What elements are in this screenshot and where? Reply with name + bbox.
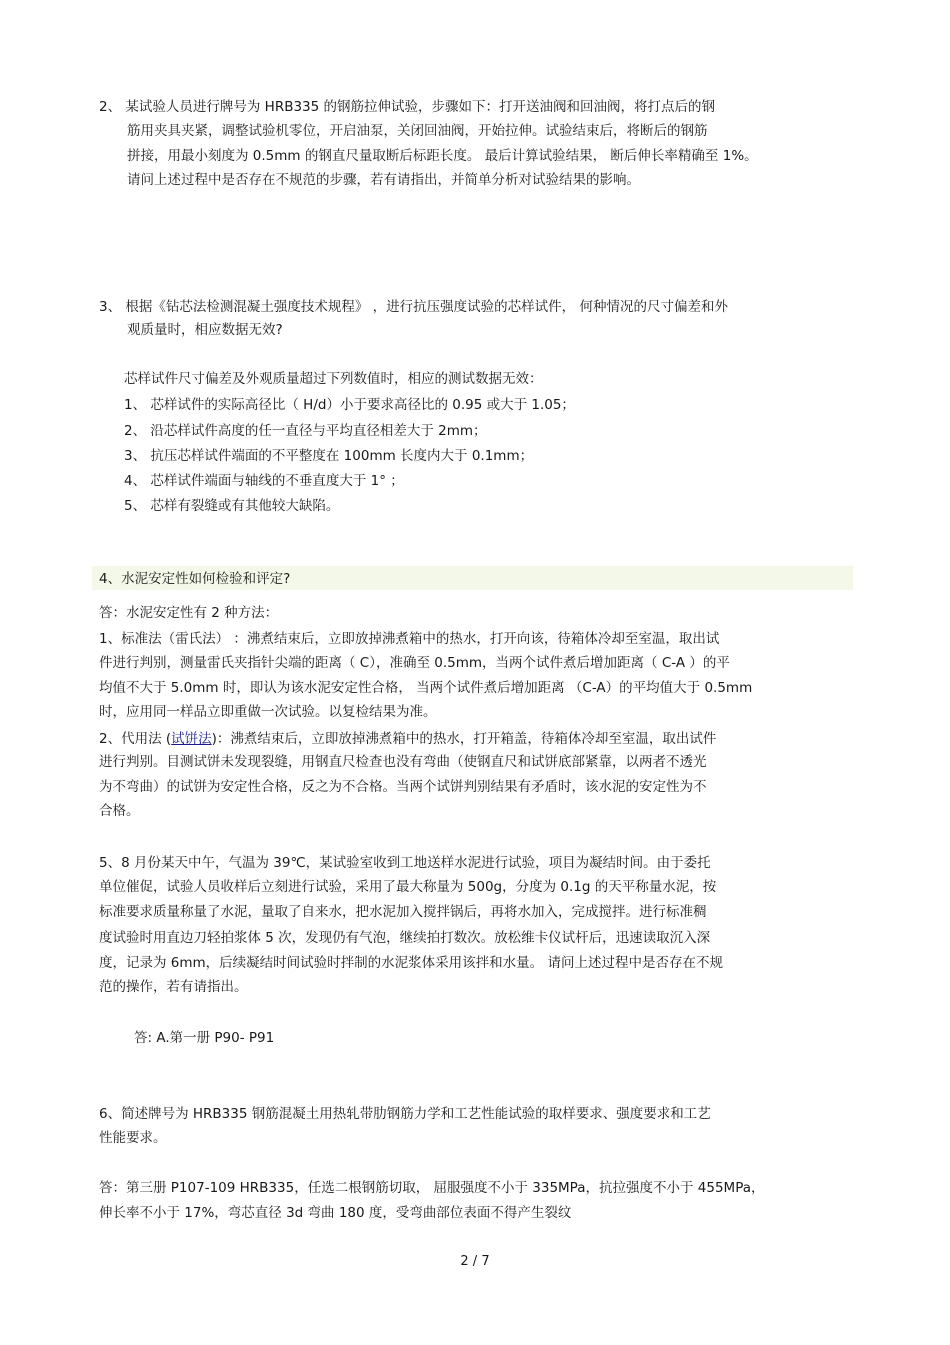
q3-answer-intro: 芯样试件尺寸偏差及外观质量超过下列数值时，相应的测试数据无效： xyxy=(124,371,543,387)
q4-method2-line-3: 为不弯曲）的试饼为安定性合格，反之为不合格。当两个试饼判别结果有矛盾时，该水泥的安定性为不 xyxy=(99,779,707,795)
q3-line-1: 3、 根据《钻芯法检测混凝土强度技术规程》 ，进行抗压强度试验的芯样试件， 何种情况的尺寸偏差和外 xyxy=(99,299,728,315)
q4-method2-line-4: 合格。 xyxy=(99,803,140,819)
q6-line-2: 性能要求。 xyxy=(99,1130,167,1146)
q4-method1-line-3: 均值不大于 5.0mm 时，即认为该水泥安定性合格， 当两个试件煮后增加距离 （C-A）的平均值大于 0.5mm xyxy=(99,680,753,696)
q4-answer-intro: 答：水泥安定性有 2 种方法： xyxy=(99,605,279,621)
test-cake-link[interactable]: 试饼法 xyxy=(171,731,212,747)
q5-line-5: 度，记录为 6mm，后续凝结时间试验时拌制的水泥浆体采用该拌和水量。 请问上述过程中是否存在不规 xyxy=(99,955,723,971)
q6-answer-line-1: 答：第三册 P107-109 HRB335，任选二根钢筋切取， 屈服强度不小于 335MPa，抗拉强度不小于 455MPa， xyxy=(99,1180,765,1196)
q2-line-2: 筋用夹具夹紧，调整试验机零位，开启油泵，关闭回油阀，开始拉伸。试验结束后，将断后的钢筋 xyxy=(127,123,708,139)
q3-item-1: 1、 芯样试件的实际高径比（ H/d）小于要求高径比的 0.95 或大于 1.05； xyxy=(124,397,575,413)
q5-line-1: 5、8 月份某天中午，气温为 39℃，某试验室收到工地送样水泥进行试验，项目为凝结时间。由于委托 xyxy=(99,855,711,871)
q3-item-4: 4、 芯样试件端面与轴线的不垂直度大于 1° ； xyxy=(124,473,404,489)
q4-method2-line-1 xyxy=(99,729,716,749)
q4-method1-line-2: 件进行判别，测量雷氏夹指针尖端的距离（ C），准确至 0.5mm，当两个试件煮后增加距离（ C-A ）的平 xyxy=(99,655,730,671)
q6-line-1: 6、简述牌号为 HRB335 钢筋混凝土用热轧带肋钢筋力学和工艺性能试验的取样要求、强度要求和工艺 xyxy=(99,1106,711,1122)
q5-line-6: 范的操作，若有请指出。 xyxy=(99,979,248,995)
q6-answer-line-2: 伸长率不小于 17%，弯芯直径 3d 弯曲 180 度，受弯曲部位表面不得产生裂纹 xyxy=(99,1205,572,1221)
q4-title: 4、水泥安定性如何检验和评定? xyxy=(99,571,291,587)
q5-line-3: 标准要求质量称量了水泥，量取了自来水，把水泥加入搅拌锅后，再将水加入，完成搅拌。进行标准稠 xyxy=(99,904,707,920)
q4-method1-line-4: 时，应用同一样品立即重做一次试验。以复检结果为准。 xyxy=(99,704,437,720)
q2-line-4: 请问上述过程中是否存在不规范的步骤，若有请指出，并简单分析对试验结果的影响。 xyxy=(127,172,640,188)
q2-line-3: 拼接，用最小刻度为 0.5mm 的钢直尺量取断后标距长度。 最后计算试验结果， 断后伸长率精确至 1%。 xyxy=(127,148,758,164)
q3-item-3: 3、 抗压芯样试件端面的不平整度在 100mm 长度内大于 0.1mm； xyxy=(124,448,534,464)
q3-line-2: 观质量时，相应数据无效? xyxy=(127,322,283,338)
q5-answer: 答: A.第一册 P90- P91 xyxy=(134,1030,275,1046)
q5-line-4: 度试验时用直边刀轻拍浆体 5 次，发现仍有气泡，继续拍打数次。放松维卡仪试杆后，迅速读取沉入深 xyxy=(99,930,711,946)
q2-line-1: 2、 某试验人员进行牌号为 HRB335 的钢筋拉伸试验，步骤如下：打开送油阀和回油阀，将打点后的钢 xyxy=(99,99,716,115)
q4-method2-suffix: )：沸煮结束后，立即放掉沸煮箱中的热水，打开箱盖，待箱体冷却至室温，取出试件 xyxy=(211,731,717,747)
q4-method1-line-1: 1、标准法（雷氏法） ：沸煮结束后，立即放掉沸煮箱中的热水，打开向该，待箱体冷却至室温，取出试 xyxy=(99,631,720,647)
q3-item-2: 2、 沿芯样试件高度的任一直径与平均直径相差大于 2mm； xyxy=(124,423,487,439)
q4-method2-prefix: 2、代用法 ( xyxy=(99,731,172,747)
q3-item-5: 5、 芯样有裂缝或有其他较大缺陷。 xyxy=(124,498,340,514)
q4-method2-line-2: 进行判别。目测试饼未发现裂缝，用钢直尺检查也没有弯曲（使钢直尺和试饼底部紧靠，以两者不透光 xyxy=(99,754,707,770)
q5-line-2: 单位催促，试验人员收样后立刻进行试验，采用了最大称量为 500g，分度为 0.1g 的天平称量水泥，按 xyxy=(99,879,717,895)
page-number: 2 / 7 xyxy=(460,1254,490,1269)
